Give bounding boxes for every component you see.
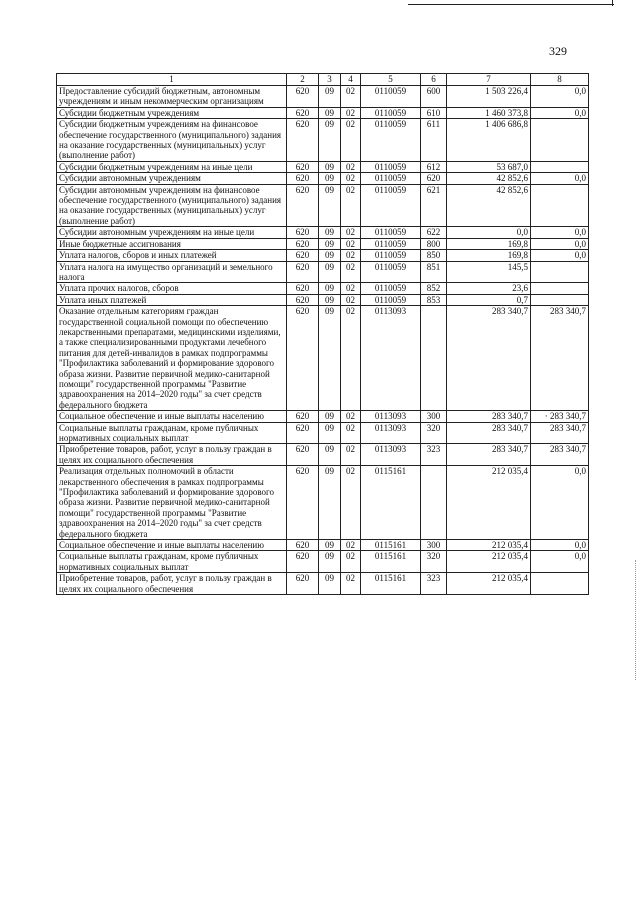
table-row: [57, 107, 589, 118]
cell-target-article: 0113093: [361, 411, 421, 422]
cell-name: Уплата налогов, сборов и иных платежей: [57, 250, 287, 261]
cell-ministry-code: 620: [287, 238, 319, 249]
cell-name: Приобретение товаров, работ, услуг в пользу граждан в целях их социального обеспечения: [57, 444, 287, 466]
cell-target-article: 0110059: [361, 86, 421, 108]
cell-target-article: 0110059: [361, 283, 421, 294]
table-row: [57, 294, 589, 305]
cell-target-article: 0110059: [361, 173, 421, 184]
cell-expense-type: 850: [421, 250, 447, 261]
cell-section: 09: [319, 422, 341, 444]
cell-subsection: 02: [341, 444, 361, 466]
table-row: [57, 184, 589, 227]
cell-amount: 1 406 686,8: [447, 119, 531, 162]
cell-subsection: 02: [341, 294, 361, 305]
cell-amount-federal: 0,0: [531, 250, 589, 261]
cell-ministry-code: 620: [287, 294, 319, 305]
cell-expense-type: 852: [421, 283, 447, 294]
cell-section: 09: [319, 573, 341, 595]
cell-amount: 0,7: [447, 294, 531, 305]
cell-amount: 283 340,7: [447, 444, 531, 466]
cell-subsection: 02: [341, 173, 361, 184]
cell-amount: 283 340,7: [447, 422, 531, 444]
cell-subsection: 02: [341, 238, 361, 249]
cell-subsection: 02: [341, 161, 361, 172]
cell-amount-federal: [531, 573, 589, 595]
cell-ministry-code: 620: [287, 422, 319, 444]
cell-expense-type: 611: [421, 119, 447, 162]
cell-subsection: 02: [341, 261, 361, 283]
cell-target-article: 0115161: [361, 466, 421, 540]
cell-expense-type: [421, 306, 447, 411]
cell-name: Субсидии бюджетным учреждениям: [57, 107, 287, 118]
cell-name: Иные бюджетные ассигнования: [57, 238, 287, 249]
cell-amount-federal: 283 340,7: [531, 306, 589, 411]
cell-expense-type: 853: [421, 294, 447, 305]
cell-name: Уплата прочих налогов, сборов: [57, 283, 287, 294]
table-body: [57, 86, 589, 595]
cell-expense-type: 622: [421, 227, 447, 238]
cell-section: 09: [319, 540, 341, 551]
cell-amount-federal: 0,0: [531, 86, 589, 108]
cell-subsection: 02: [341, 540, 361, 551]
cell-subsection: 02: [341, 250, 361, 261]
column-header: 7: [447, 74, 531, 86]
header-rule-tick: [612, 0, 613, 6]
column-header: 4: [341, 74, 361, 86]
table-row: [57, 119, 589, 162]
cell-target-article: 0110059: [361, 161, 421, 172]
cell-section: 09: [319, 283, 341, 294]
cell-amount: 1 460 373,8: [447, 107, 531, 118]
cell-name: Предоставление субсидий бюджетным, автономным учреждениям и иным некоммерческим организациям: [57, 86, 287, 108]
cell-name: Социальное обеспечение и иные выплаты населению: [57, 540, 287, 551]
cell-subsection: 02: [341, 306, 361, 411]
cell-expense-type: 600: [421, 86, 447, 108]
cell-amount-federal: [531, 294, 589, 305]
cell-ministry-code: 620: [287, 173, 319, 184]
cell-name: Социальные выплаты гражданам, кроме публичных нормативных социальных выплат: [57, 551, 287, 573]
cell-target-article: 0110059: [361, 184, 421, 227]
table-row: [57, 238, 589, 249]
scan-edge-mark: [634, 560, 636, 680]
cell-amount-federal: 0,0: [531, 540, 589, 551]
column-header: 2: [287, 74, 319, 86]
cell-target-article: 0110059: [361, 227, 421, 238]
cell-amount: 283 340,7: [447, 306, 531, 411]
header-rule: [408, 4, 614, 5]
cell-section: 09: [319, 86, 341, 108]
cell-ministry-code: 620: [287, 306, 319, 411]
cell-name: Уплата иных платежей: [57, 294, 287, 305]
table-row: [57, 411, 589, 422]
cell-section: 09: [319, 173, 341, 184]
cell-amount: 53 687,0: [447, 161, 531, 172]
cell-section: 09: [319, 261, 341, 283]
cell-subsection: 02: [341, 422, 361, 444]
cell-expense-type: [421, 466, 447, 540]
cell-section: 09: [319, 227, 341, 238]
cell-amount-federal: [531, 283, 589, 294]
cell-amount-federal: 0,0: [531, 551, 589, 573]
cell-name: Субсидии бюджетным учреждениям на финансовое обеспечение государственного (муниципального) задания на оказание государственных (муниципальных) услуг (выполнение работ): [57, 119, 287, 162]
table-row: [57, 573, 589, 595]
column-header: 3: [319, 74, 341, 86]
cell-name: Реализация отдельных полномочий в области лекарственного обеспечения в рамках подпрограммы "Профилактика заболеваний и формирование здорового образа жизни. Развитие первичной медико-санитарной помощи" государственной программы "Развитие здравоохранения на 2014–2020 годы" за счет средств федерального бюджета: [57, 466, 287, 540]
cell-expense-type: 323: [421, 444, 447, 466]
cell-subsection: 02: [341, 107, 361, 118]
cell-amount: 42 852,6: [447, 173, 531, 184]
cell-ministry-code: 620: [287, 466, 319, 540]
table-row: [57, 227, 589, 238]
cell-section: 09: [319, 306, 341, 411]
cell-target-article: 0115161: [361, 551, 421, 573]
cell-amount: 0,0: [447, 227, 531, 238]
column-header: 6: [421, 74, 447, 86]
cell-ministry-code: 620: [287, 411, 319, 422]
cell-amount: 212 035,4: [447, 466, 531, 540]
cell-name: Социальное обеспечение и иные выплаты населению: [57, 411, 287, 422]
cell-subsection: 02: [341, 86, 361, 108]
cell-section: 09: [319, 466, 341, 540]
cell-subsection: 02: [341, 227, 361, 238]
cell-target-article: 0115161: [361, 540, 421, 551]
cell-amount-federal: [531, 119, 589, 162]
cell-section: 09: [319, 238, 341, 249]
cell-amount: 1 503 226,4: [447, 86, 531, 108]
cell-ministry-code: 620: [287, 540, 319, 551]
cell-section: 09: [319, 107, 341, 118]
cell-amount: 145,5: [447, 261, 531, 283]
cell-expense-type: 621: [421, 184, 447, 227]
cell-amount: 23,6: [447, 283, 531, 294]
table-row: [57, 86, 589, 108]
cell-section: 09: [319, 551, 341, 573]
cell-ministry-code: 620: [287, 86, 319, 108]
cell-amount-federal: 0,0: [531, 238, 589, 249]
cell-amount: 212 035,4: [447, 540, 531, 551]
cell-subsection: 02: [341, 119, 361, 162]
table-row: [57, 173, 589, 184]
cell-target-article: 0110059: [361, 119, 421, 162]
cell-expense-type: 610: [421, 107, 447, 118]
cell-section: 09: [319, 250, 341, 261]
cell-section: 09: [319, 184, 341, 227]
cell-target-article: 0113093: [361, 422, 421, 444]
cell-expense-type: 620: [421, 173, 447, 184]
cell-expense-type: 300: [421, 540, 447, 551]
cell-subsection: 02: [341, 184, 361, 227]
cell-expense-type: 300: [421, 411, 447, 422]
cell-amount: 169,8: [447, 250, 531, 261]
cell-ministry-code: 620: [287, 184, 319, 227]
cell-section: 09: [319, 294, 341, 305]
cell-amount-federal: [531, 184, 589, 227]
table-row: [57, 540, 589, 551]
cell-amount-federal: 283 340,7: [531, 444, 589, 466]
cell-expense-type: 851: [421, 261, 447, 283]
cell-amount-federal: 0,0: [531, 173, 589, 184]
cell-expense-type: 800: [421, 238, 447, 249]
table-row: [57, 250, 589, 261]
cell-target-article: 0115161: [361, 573, 421, 595]
cell-amount: 169,8: [447, 238, 531, 249]
column-header: 1: [57, 74, 287, 86]
table-row: [57, 283, 589, 294]
cell-ministry-code: 620: [287, 227, 319, 238]
cell-name: Субсидии автономным учреждениям на иные цели: [57, 227, 287, 238]
cell-amount-federal: · 283 340,7: [531, 411, 589, 422]
table-row: [57, 444, 589, 466]
cell-amount-federal: [531, 161, 589, 172]
cell-subsection: 02: [341, 411, 361, 422]
cell-amount: 212 035,4: [447, 551, 531, 573]
cell-amount-federal: 283 340,7: [531, 422, 589, 444]
cell-name: Субсидии автономным учреждениям на финансовое обеспечение государственного (муниципального) задания на оказание государственных (муниципальных) услуг (выполнение работ): [57, 184, 287, 227]
cell-amount-federal: [531, 261, 589, 283]
cell-section: 09: [319, 119, 341, 162]
cell-expense-type: 612: [421, 161, 447, 172]
cell-ministry-code: 620: [287, 261, 319, 283]
table-row: [57, 306, 589, 411]
cell-ministry-code: 620: [287, 161, 319, 172]
page-number: 329: [549, 44, 567, 58]
cell-ministry-code: 620: [287, 283, 319, 294]
cell-name: Уплата налога на имущество организаций и земельного налога: [57, 261, 287, 283]
cell-amount: 283 340,7: [447, 411, 531, 422]
cell-amount-federal: 0,0: [531, 227, 589, 238]
cell-target-article: 0110059: [361, 250, 421, 261]
column-header: 5: [361, 74, 421, 86]
cell-target-article: 0113093: [361, 444, 421, 466]
cell-subsection: 02: [341, 551, 361, 573]
cell-amount-federal: 0,0: [531, 107, 589, 118]
table-row: [57, 261, 589, 283]
budget-table: [56, 73, 589, 595]
table-header-row: [57, 74, 589, 86]
cell-amount: 42 852,6: [447, 184, 531, 227]
cell-ministry-code: 620: [287, 250, 319, 261]
cell-ministry-code: 620: [287, 551, 319, 573]
cell-amount: 212 035,4: [447, 573, 531, 595]
cell-name: Оказание отдельным категориям граждан государственной социальной помощи по обеспечению лекарственными препаратами, медицинскими изделиями, а также специализированными продуктами лечебного питания для детей-инвалидов в рамках подпрограммы "Профилактика заболеваний и формирование здорового образа жизни. Развитие первичной медико-санитарной помощи" государственной программы "Развитие здравоохранения на 2014–2020 годы" за счет средств федерального бюджета: [57, 306, 287, 411]
table-row: [57, 422, 589, 444]
cell-target-article: 0110059: [361, 294, 421, 305]
cell-section: 09: [319, 444, 341, 466]
cell-name: Субсидии бюджетным учреждениям на иные цели: [57, 161, 287, 172]
cell-expense-type: 320: [421, 551, 447, 573]
cell-subsection: 02: [341, 466, 361, 540]
cell-name: Субсидии автономным учреждениям: [57, 173, 287, 184]
cell-amount-federal: 0,0: [531, 466, 589, 540]
cell-target-article: 0110059: [361, 107, 421, 118]
cell-section: 09: [319, 411, 341, 422]
cell-target-article: 0113093: [361, 306, 421, 411]
cell-name: Приобретение товаров, работ, услуг в пользу граждан в целях их социального обеспечения: [57, 573, 287, 595]
cell-expense-type: 323: [421, 573, 447, 595]
cell-subsection: 02: [341, 283, 361, 294]
table-row: [57, 466, 589, 540]
cell-expense-type: 320: [421, 422, 447, 444]
cell-subsection: 02: [341, 573, 361, 595]
cell-ministry-code: 620: [287, 573, 319, 595]
table-row: [57, 551, 589, 573]
cell-section: 09: [319, 161, 341, 172]
cell-ministry-code: 620: [287, 107, 319, 118]
cell-ministry-code: 620: [287, 119, 319, 162]
cell-target-article: 0110059: [361, 238, 421, 249]
table-row: [57, 161, 589, 172]
column-header: 8: [531, 74, 589, 86]
cell-name: Социальные выплаты гражданам, кроме публичных нормативных социальных выплат: [57, 422, 287, 444]
cell-ministry-code: 620: [287, 444, 319, 466]
cell-target-article: 0110059: [361, 261, 421, 283]
